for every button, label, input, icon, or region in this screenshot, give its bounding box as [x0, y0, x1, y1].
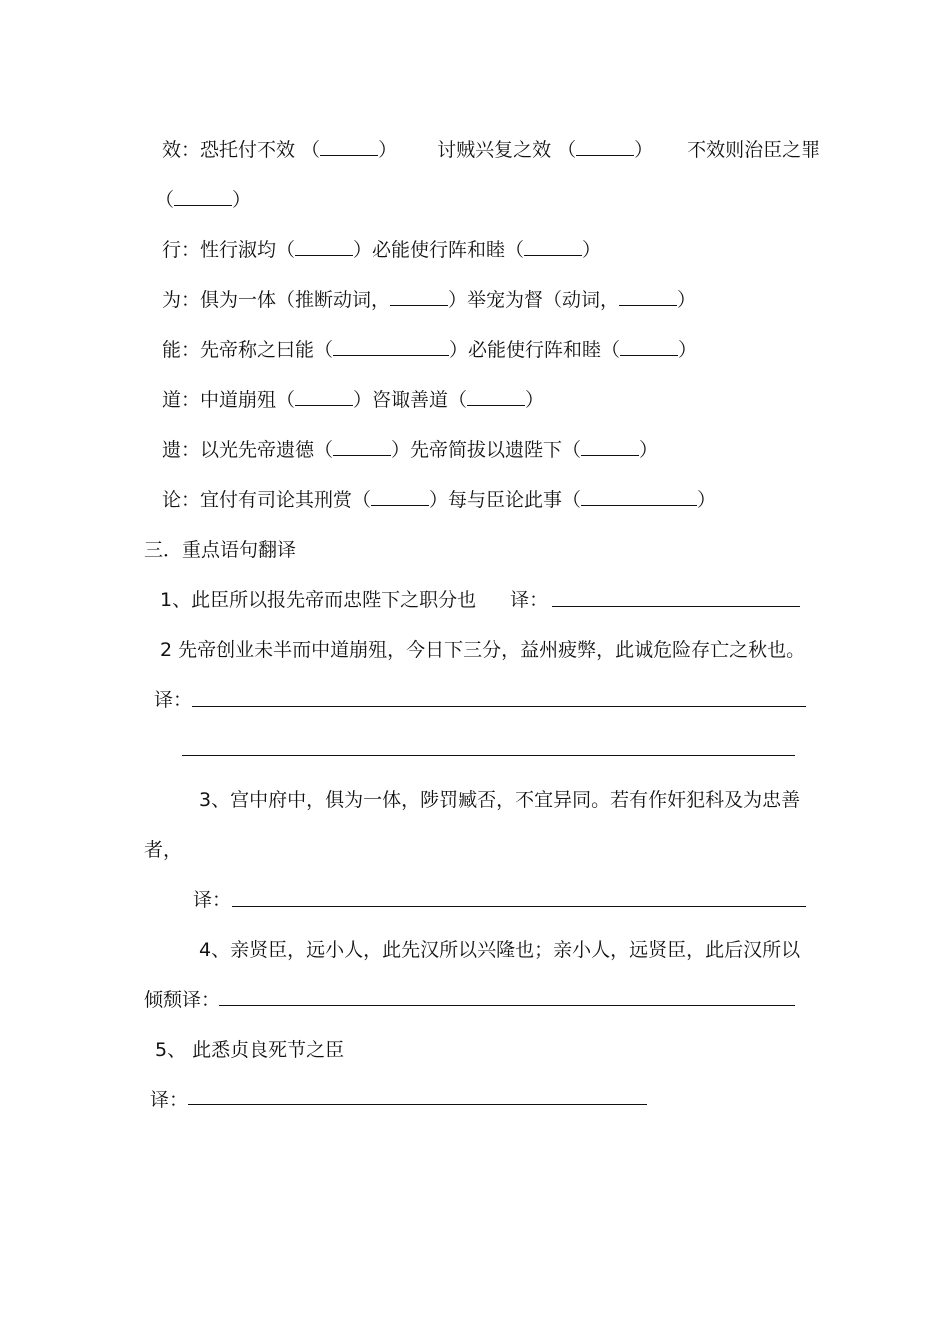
- vocab-text: ）: [525, 389, 545, 411]
- vocab-head: 为：: [162, 289, 201, 311]
- vocab-text: 先帝称之曰能（: [200, 339, 334, 361]
- answer-blank[interactable]: [371, 487, 429, 506]
- vocab-row-lun: [162, 486, 716, 514]
- translate-label: 译：: [193, 889, 232, 911]
- vocab-text: 宜付有司论其刑赏（: [200, 489, 372, 511]
- section-title: 三．重点语句翻译: [144, 539, 297, 561]
- vocab-row-neng: [162, 336, 697, 364]
- answer-blank[interactable]: [620, 337, 678, 356]
- translation-line[interactable]: [188, 1104, 647, 1105]
- translation-line[interactable]: [232, 906, 806, 907]
- vocab-row-xiao: [162, 136, 820, 164]
- vocab-text: 不效则治臣之罪: [687, 139, 821, 161]
- sentence-text: 1、此臣所以报先帝而忠陛下之职分也: [160, 589, 477, 611]
- translation-line[interactable]: [192, 706, 806, 707]
- vocab-text: ）: [582, 239, 602, 261]
- vocab-row-dao: [162, 386, 544, 414]
- vocab-text: 讨贼兴复之效 （: [437, 139, 577, 161]
- answer-blank[interactable]: [333, 437, 391, 456]
- vocab-text: （: [155, 189, 175, 211]
- vocab-text: ）: [634, 139, 654, 161]
- translation-line[interactable]: [182, 755, 795, 756]
- vocab-text: ）: [678, 339, 698, 361]
- vocab-head: 行：: [162, 239, 201, 261]
- vocab-row-xing: [162, 236, 601, 264]
- vocab-text: ）: [697, 489, 717, 511]
- vocab-head: 能：: [162, 339, 201, 361]
- translate-label: 译：: [510, 589, 549, 611]
- translation-line[interactable]: [219, 1005, 795, 1006]
- translate-label: 译：: [150, 1089, 189, 1111]
- vocab-text: ）先帝简拔以遗陛下（: [391, 439, 582, 461]
- vocab-text: 恐托付不效 （: [200, 139, 321, 161]
- vocab-row-yi: [162, 436, 658, 464]
- answer-blank[interactable]: [467, 387, 525, 406]
- vocab-row-wei: [162, 286, 696, 314]
- answer-blank[interactable]: [320, 137, 378, 156]
- vocab-text: 俱为一体（推断动词，: [200, 289, 391, 311]
- vocab-text: ）举宠为督（动词，: [448, 289, 620, 311]
- vocab-head: 道：: [162, 389, 201, 411]
- vocab-text: ）: [677, 289, 697, 311]
- sentence-3-cont: 者，: [144, 839, 183, 861]
- answer-blank[interactable]: [295, 237, 353, 256]
- vocab-head: 遗：: [162, 439, 201, 461]
- vocab-head: 效：: [162, 139, 201, 161]
- answer-blank[interactable]: [174, 187, 232, 206]
- answer-blank[interactable]: [576, 137, 634, 156]
- answer-blank[interactable]: [581, 437, 639, 456]
- sentence-1: [160, 586, 548, 614]
- sentence-5: 5、 此悉贞良死节之臣: [155, 1039, 345, 1061]
- sentence-2: 2 先帝创业未半而中道崩殂，今日下三分，益州疲弊，此诚危险存亡之秋也。: [160, 639, 806, 661]
- answer-blank[interactable]: [524, 237, 582, 256]
- answer-blank[interactable]: [581, 487, 697, 506]
- translation-line[interactable]: [552, 606, 800, 607]
- vocab-text: ）: [232, 189, 252, 211]
- translate-label: 译：: [154, 689, 193, 711]
- answer-blank[interactable]: [295, 387, 353, 406]
- vocab-text: ）: [378, 139, 398, 161]
- vocab-text: ）必能使行阵和睦（: [353, 239, 525, 261]
- vocab-text: ）必能使行阵和睦（: [449, 339, 621, 361]
- vocab-text: ）: [639, 439, 659, 461]
- sentence-4: 4、亲贤臣，远小人，此先汉所以兴隆也；亲小人，远贤臣，此后汉所以: [199, 939, 801, 961]
- vocab-text: 性行淑均（: [200, 239, 296, 261]
- vocab-text: 中道崩殂（: [200, 389, 296, 411]
- vocab-text: ）咨诹善道（: [353, 389, 468, 411]
- vocab-text: 以光先帝遗德（: [200, 439, 334, 461]
- vocab-head: 论：: [162, 489, 201, 511]
- answer-blank[interactable]: [333, 337, 449, 356]
- sentence-3: 3、宫中府中，俱为一体，陟罚臧否，不宜异同。若有作奸犯科及为忠善: [199, 789, 801, 811]
- sentence-4-cont: 倾颓译：: [144, 989, 221, 1011]
- vocab-row-xiao-cont: [155, 186, 251, 214]
- answer-blank[interactable]: [390, 287, 448, 306]
- vocab-text: ）每与臣论此事（: [429, 489, 582, 511]
- answer-blank[interactable]: [619, 287, 677, 306]
